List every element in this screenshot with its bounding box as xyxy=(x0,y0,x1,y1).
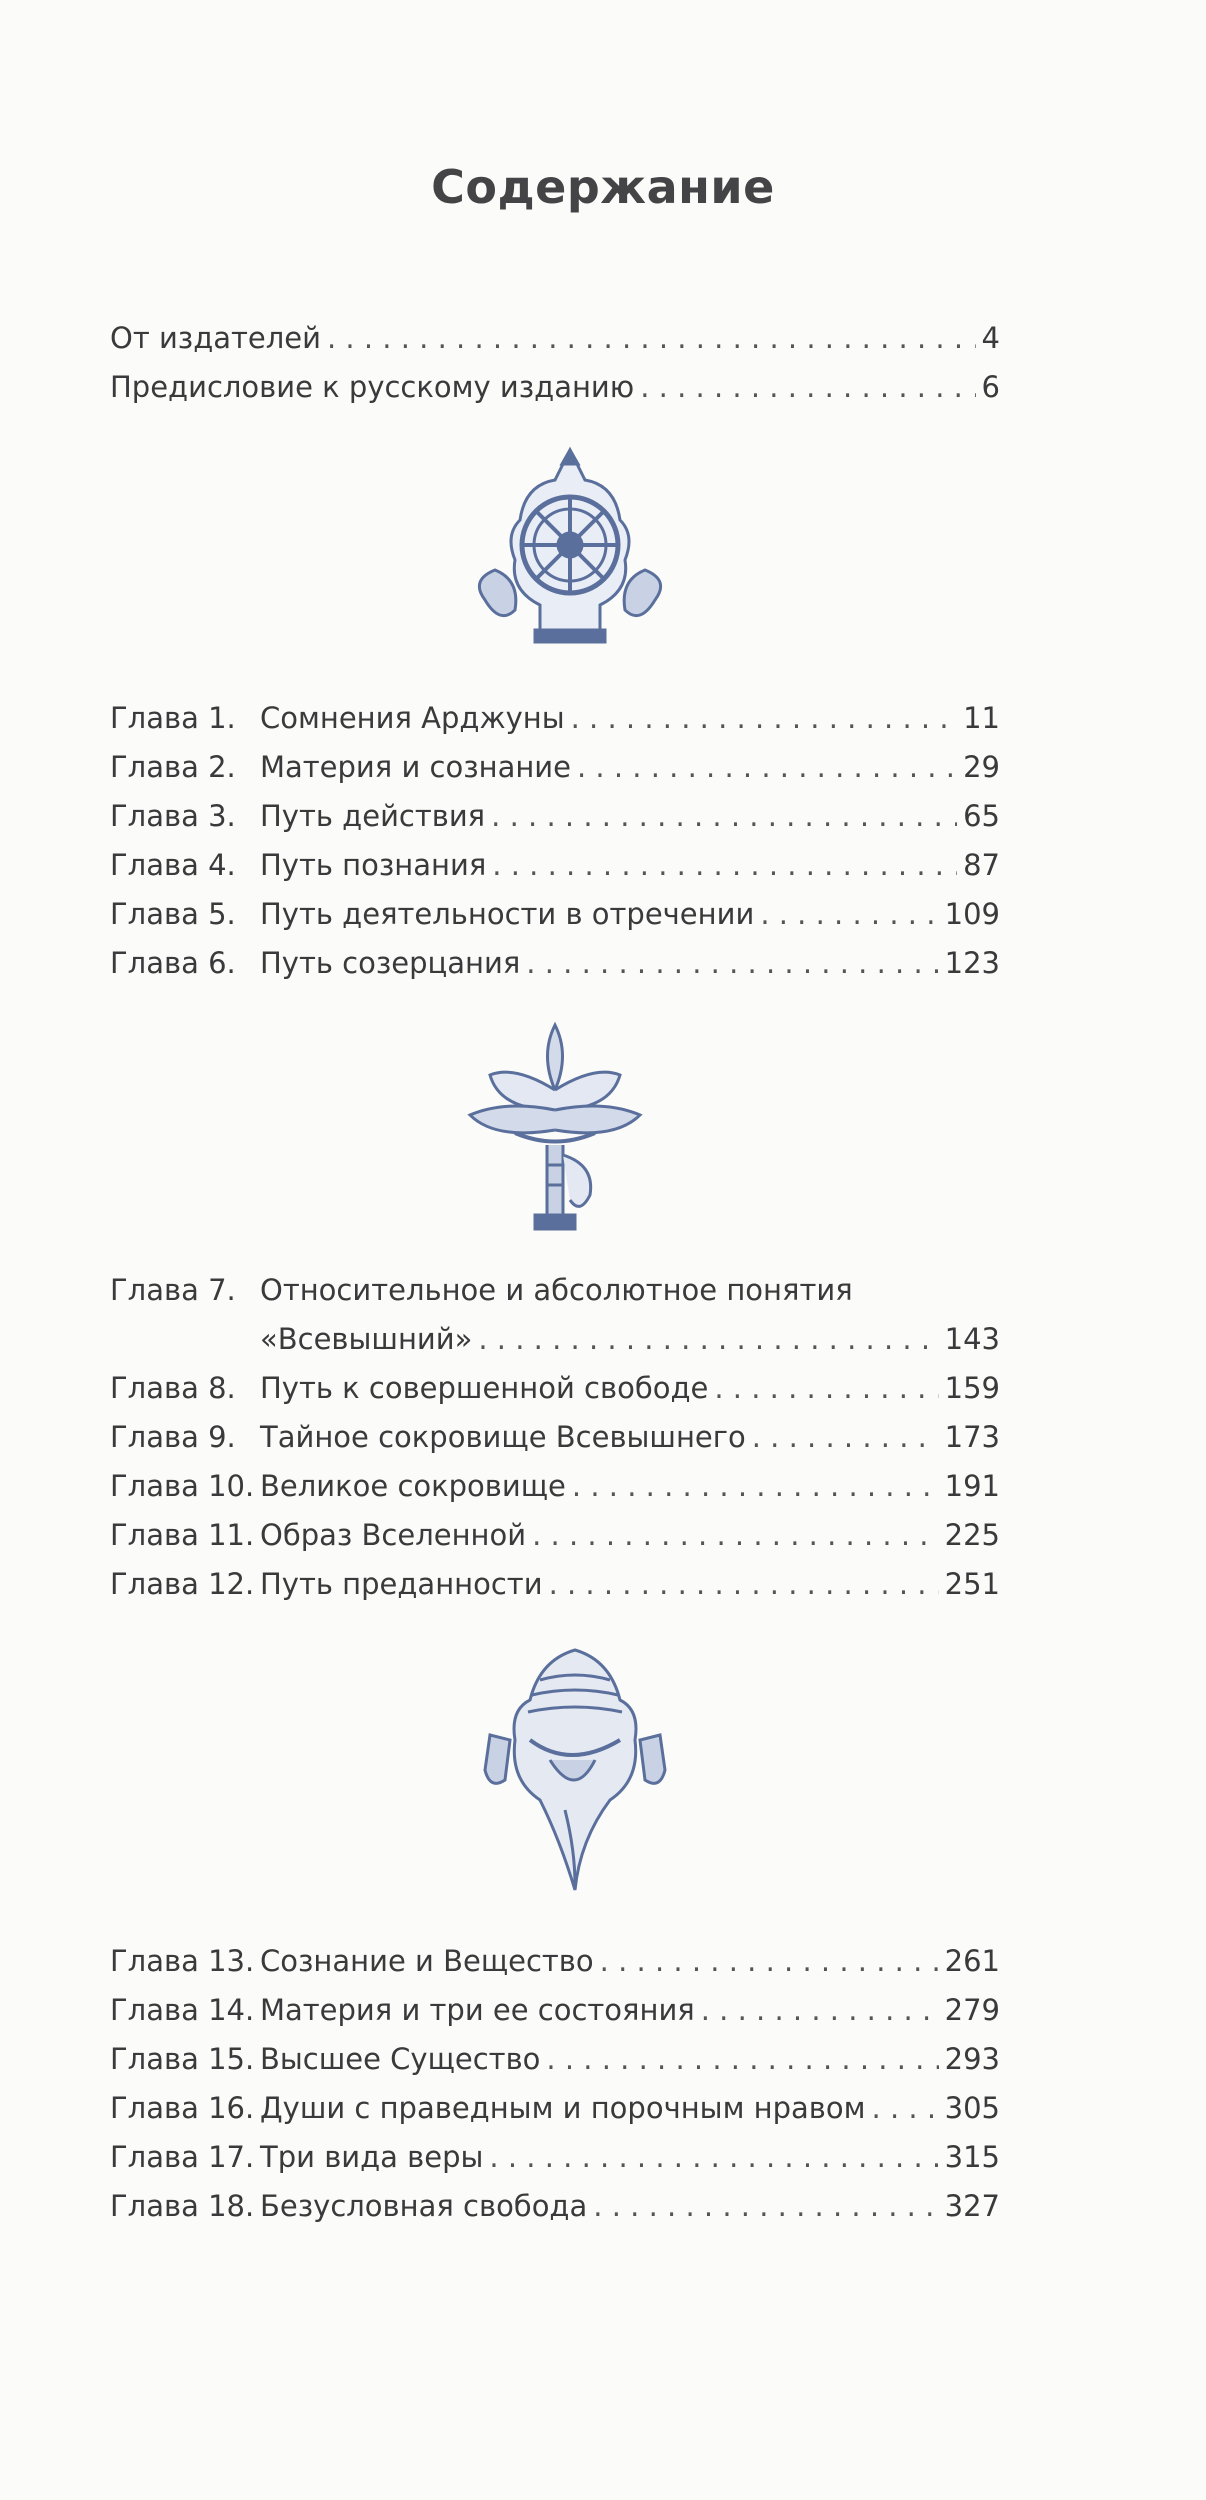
leader-dots xyxy=(549,1560,939,1609)
toc-entry[interactable] xyxy=(110,1266,1000,1315)
chapter-number: Глава 15. xyxy=(110,2042,255,2076)
leader-dots xyxy=(714,1364,938,1413)
toc-entry[interactable] xyxy=(110,1511,1000,1560)
toc-entry[interactable] xyxy=(110,1364,1000,1413)
page-number: 279 xyxy=(944,1993,1000,2027)
entry-label: Тайное сокровище Всевышнего xyxy=(260,1420,746,1454)
chapter-number: Глава 16. xyxy=(110,2091,255,2125)
entry-label: Безусловная свобода xyxy=(260,2189,588,2223)
entry-label: Сомнения Арджуны xyxy=(260,701,565,735)
chapter-number: Глава 10. xyxy=(110,1469,255,1503)
toc-entry[interactable] xyxy=(110,2182,1000,2231)
entry-label: Три вида веры xyxy=(260,2140,484,2174)
leader-dots xyxy=(752,1413,939,1462)
chapter-number: Глава 5. xyxy=(110,897,236,931)
toc-entry[interactable] xyxy=(110,1560,1000,1609)
leader-dots xyxy=(640,363,975,412)
chapter-number: Глава 18. xyxy=(110,2189,255,2223)
leader-dots xyxy=(327,314,976,363)
page-number: 225 xyxy=(944,1518,1000,1552)
page-number: 293 xyxy=(944,2042,1000,2076)
leader-dots xyxy=(546,2035,938,2084)
entry-label: Материя и три ее состояния xyxy=(260,1993,695,2027)
page-number: 261 xyxy=(944,1944,1000,1978)
chapter-number: Глава 7. xyxy=(110,1273,236,1307)
chapter-number: Глава 17. xyxy=(110,2140,255,2174)
page-number: 315 xyxy=(944,2140,1000,2174)
page-number: 87 xyxy=(963,848,1000,882)
chapters-part-3 xyxy=(110,1937,1000,2231)
leader-dots xyxy=(478,1315,938,1364)
page-number: 159 xyxy=(944,1371,1000,1405)
page-number: 11 xyxy=(963,701,1000,735)
front-matter-list xyxy=(110,314,1000,412)
page-number: 173 xyxy=(944,1420,1000,1454)
entry-label: Высшее Существо xyxy=(260,2042,541,2076)
page-number: 109 xyxy=(944,897,1000,931)
toc-entry[interactable] xyxy=(110,939,1000,988)
chapter-number: Глава 6. xyxy=(110,946,236,980)
page-number: 327 xyxy=(944,2189,1000,2223)
page-number: 4 xyxy=(981,321,1000,355)
chapters-part-1 xyxy=(110,694,1000,988)
entry-label: Великое сокровище xyxy=(260,1469,566,1503)
leader-dots xyxy=(760,890,938,939)
entry-label: Сознание и Вещество xyxy=(260,1944,594,1978)
leader-dots xyxy=(492,841,957,890)
entry-label: Предисловие к русскому изданию xyxy=(110,370,635,404)
entry-label: Путь преданности xyxy=(260,1567,543,1601)
chapters-part-2 xyxy=(110,1266,1000,1609)
toc-entry[interactable] xyxy=(110,1462,1000,1511)
conch-shell-icon xyxy=(470,1640,680,1900)
leader-dots xyxy=(577,743,957,792)
entry-label: Путь действия xyxy=(260,799,486,833)
toc-entry[interactable] xyxy=(110,694,1000,743)
leader-dots xyxy=(600,1937,939,1986)
toc-entry[interactable] xyxy=(110,792,1000,841)
entry-label: Относительное и абсолютное понятия xyxy=(260,1273,853,1307)
chapter-number: Глава 11. xyxy=(110,1518,255,1552)
leader-dots xyxy=(572,1462,939,1511)
entry-label: Путь к совершенной свободе xyxy=(260,1371,709,1405)
entry-label: Путь деятельности в отречении xyxy=(260,897,755,931)
page-number: 143 xyxy=(944,1322,1000,1356)
entry-label: Материя и сознание xyxy=(260,750,571,784)
leader-dots xyxy=(872,2084,939,2133)
entry-label: От издателей xyxy=(110,321,321,355)
chapter-number: Глава 13. xyxy=(110,1944,255,1978)
toc-entry-continuation[interactable] xyxy=(110,1315,1000,1364)
page-number: 6 xyxy=(981,370,1000,404)
toc-entry[interactable] xyxy=(110,314,1000,363)
chapter-number: Глава 9. xyxy=(110,1420,236,1454)
chapter-number: Глава 4. xyxy=(110,848,236,882)
page-number: 123 xyxy=(944,946,1000,980)
entry-label: Путь созерцания xyxy=(260,946,521,980)
page-title: Содержание xyxy=(431,160,775,214)
entry-label: Путь познания xyxy=(260,848,487,882)
toc-entry[interactable] xyxy=(110,743,1000,792)
chapter-number: Глава 2. xyxy=(110,750,236,784)
toc-entry[interactable] xyxy=(110,1986,1000,2035)
entry-label: Образ Вселенной xyxy=(260,1518,527,1552)
page-number: 65 xyxy=(963,799,1000,833)
toc-entry[interactable] xyxy=(110,2133,1000,2182)
toc-entry[interactable] xyxy=(110,2035,1000,2084)
page-number: 251 xyxy=(944,1567,1000,1601)
toc-entry[interactable] xyxy=(110,1937,1000,1986)
leader-dots xyxy=(701,1986,939,2035)
leader-dots xyxy=(571,694,958,743)
leader-dots xyxy=(593,2182,938,2231)
chapter-number: Глава 12. xyxy=(110,1567,255,1601)
toc-entry[interactable] xyxy=(110,363,1000,412)
toc-entry[interactable] xyxy=(110,1413,1000,1462)
chapter-number: Глава 8. xyxy=(110,1371,236,1405)
page-number: 191 xyxy=(944,1469,1000,1503)
toc-entry[interactable] xyxy=(110,841,1000,890)
leader-dots xyxy=(491,792,957,841)
leader-dots xyxy=(532,1511,939,1560)
page-number: 305 xyxy=(944,2091,1000,2125)
chapter-number: Глава 3. xyxy=(110,799,236,833)
toc-entry[interactable] xyxy=(110,2084,1000,2133)
lotus-icon xyxy=(455,1015,655,1245)
leader-dots xyxy=(489,2133,938,2182)
page-number: 29 xyxy=(963,750,1000,784)
toc-entry[interactable] xyxy=(110,890,1000,939)
chapter-number: Глава 1. xyxy=(110,701,236,735)
leader-dots xyxy=(526,939,938,988)
dharma-wheel-icon xyxy=(465,440,675,655)
chapter-number: Глава 14. xyxy=(110,1993,255,2027)
entry-label: Души с праведным и порочным нравом xyxy=(260,2091,866,2125)
entry-label: «Всевышний» xyxy=(260,1322,473,1356)
